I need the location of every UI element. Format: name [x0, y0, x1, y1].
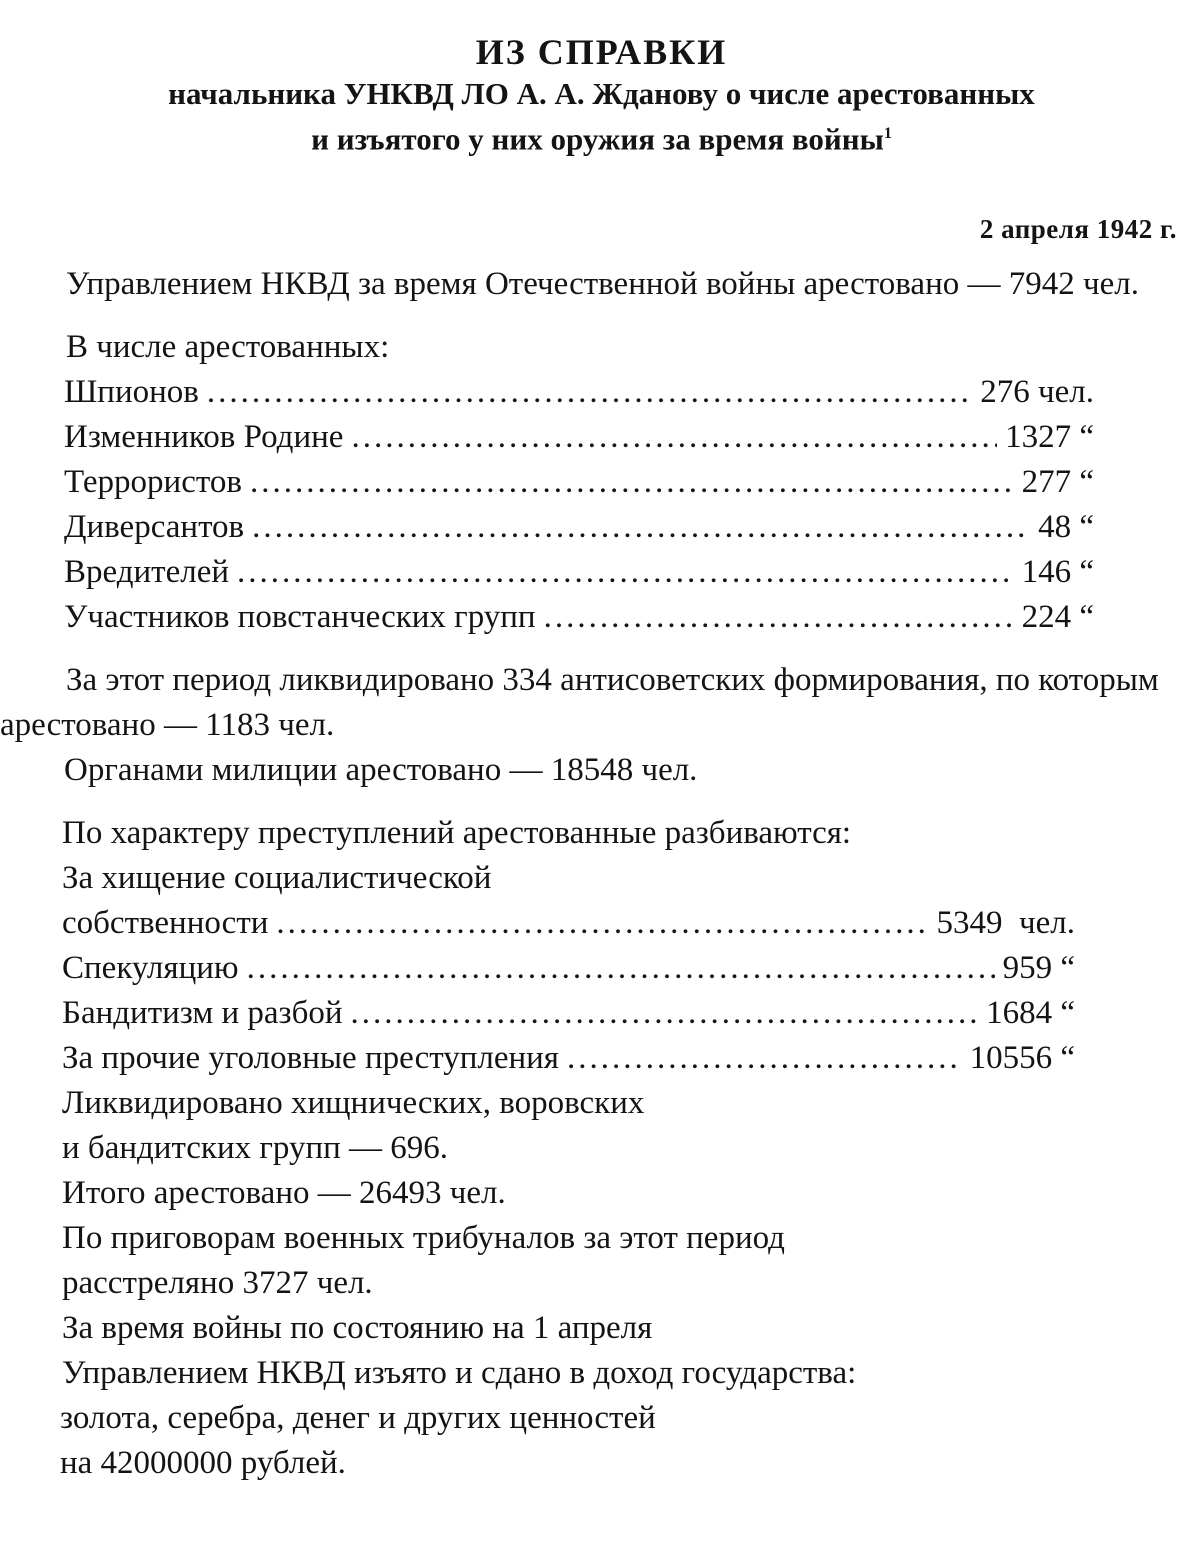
document-subtitle-line2	[0, 114, 1203, 159]
arrest-row-value: 48 “	[1038, 509, 1094, 545]
arrest-row	[64, 415, 1094, 460]
arrest-row-label: Террористов	[64, 464, 242, 500]
crime-row-label: Бандитизм и разбой	[62, 995, 343, 1031]
closing-line: и бандитских групп — 696.	[62, 1130, 449, 1166]
crimes-heading: По характеру преступлений арестованные разбиваются:	[62, 815, 852, 851]
arrest-row-value: 1327 “	[1005, 419, 1094, 455]
intro-paragraph: Управлением НКВД за время Отечественной войны арестовано — 7942 чел.	[66, 266, 1139, 302]
crime-row-value: 1684 “	[986, 995, 1075, 1031]
document-title: ИЗ СПРАВКИ	[475, 32, 728, 72]
arrest-row-label: Диверсантов	[64, 509, 245, 545]
document-subtitle-line1: начальника УНКВД ЛО А. А. Жданову о числе арестованных	[168, 76, 1035, 111]
arrest-row-value: 276 чел.	[980, 374, 1094, 410]
arrest-row-label: Изменников Родине	[64, 419, 344, 455]
closing-line: За время войны по состоянию на 1 апреля	[62, 1310, 653, 1346]
arrest-row-value: 146 “	[1021, 554, 1094, 590]
closing-line: золота, серебра, денег и других ценностей	[60, 1400, 656, 1436]
crime-row-value: 10556 “	[969, 1040, 1075, 1076]
arrest-row-value: 277 “	[1021, 464, 1094, 500]
footnote-mark: 1	[883, 125, 892, 142]
arrest-row	[64, 550, 1094, 595]
militia-paragraph: Органами милиции арестовано — 18548 чел.	[64, 752, 698, 788]
total-arrested: Итого арестовано — 26493 чел.	[62, 1175, 506, 1211]
arrest-row	[64, 460, 1094, 505]
crime-row	[62, 991, 1075, 1036]
crime-row-label: собственности	[62, 905, 269, 941]
crime-row	[62, 946, 1075, 991]
document-date: 2 апреля 1942 г.	[979, 214, 1177, 244]
closing-line: Управлением НКВД изъято и сдано в доход государства:	[62, 1355, 857, 1391]
document-header	[0, 30, 1203, 159]
arrest-row	[64, 370, 1094, 415]
crime-row-label: Спекуляцию	[62, 950, 239, 986]
closing-line: на 42000000 рублей.	[60, 1445, 346, 1481]
crime-label-line1: За хищение социалистической	[62, 860, 492, 896]
crime-row	[62, 1036, 1075, 1081]
crime-row-label: За прочие уголовные преступления	[62, 1040, 559, 1076]
document-body	[0, 262, 1195, 1486]
arrested-heading: В числе арестованных:	[66, 329, 390, 365]
arrest-row-label: Вредителей	[64, 554, 230, 590]
crime-row-value: 959 “	[1002, 950, 1075, 986]
arrest-row	[64, 595, 1094, 640]
crime-row-value: 5349 чел.	[936, 905, 1075, 941]
arrest-row-value: 224 “	[1021, 599, 1094, 635]
closing-line: Ликвидировано хищнических, воровских	[62, 1085, 645, 1121]
closing-line: расстреляно 3727 чел.	[62, 1265, 373, 1301]
crime-row	[62, 901, 1075, 946]
closing-line: По приговорам военных трибуналов за этот период	[62, 1220, 785, 1256]
subtitle-line2-text: и изъятого у них оружия за время войны	[311, 121, 884, 157]
arrest-row	[64, 505, 1094, 550]
arrest-row-label: Шпионов	[64, 374, 199, 410]
liquidated-paragraph: За этот период ликвидировано 334 антисоветских формирования, по которым арестовано — 1183 чел.	[0, 662, 1159, 743]
arrest-row-label: Участников повстанческих групп	[64, 599, 536, 635]
